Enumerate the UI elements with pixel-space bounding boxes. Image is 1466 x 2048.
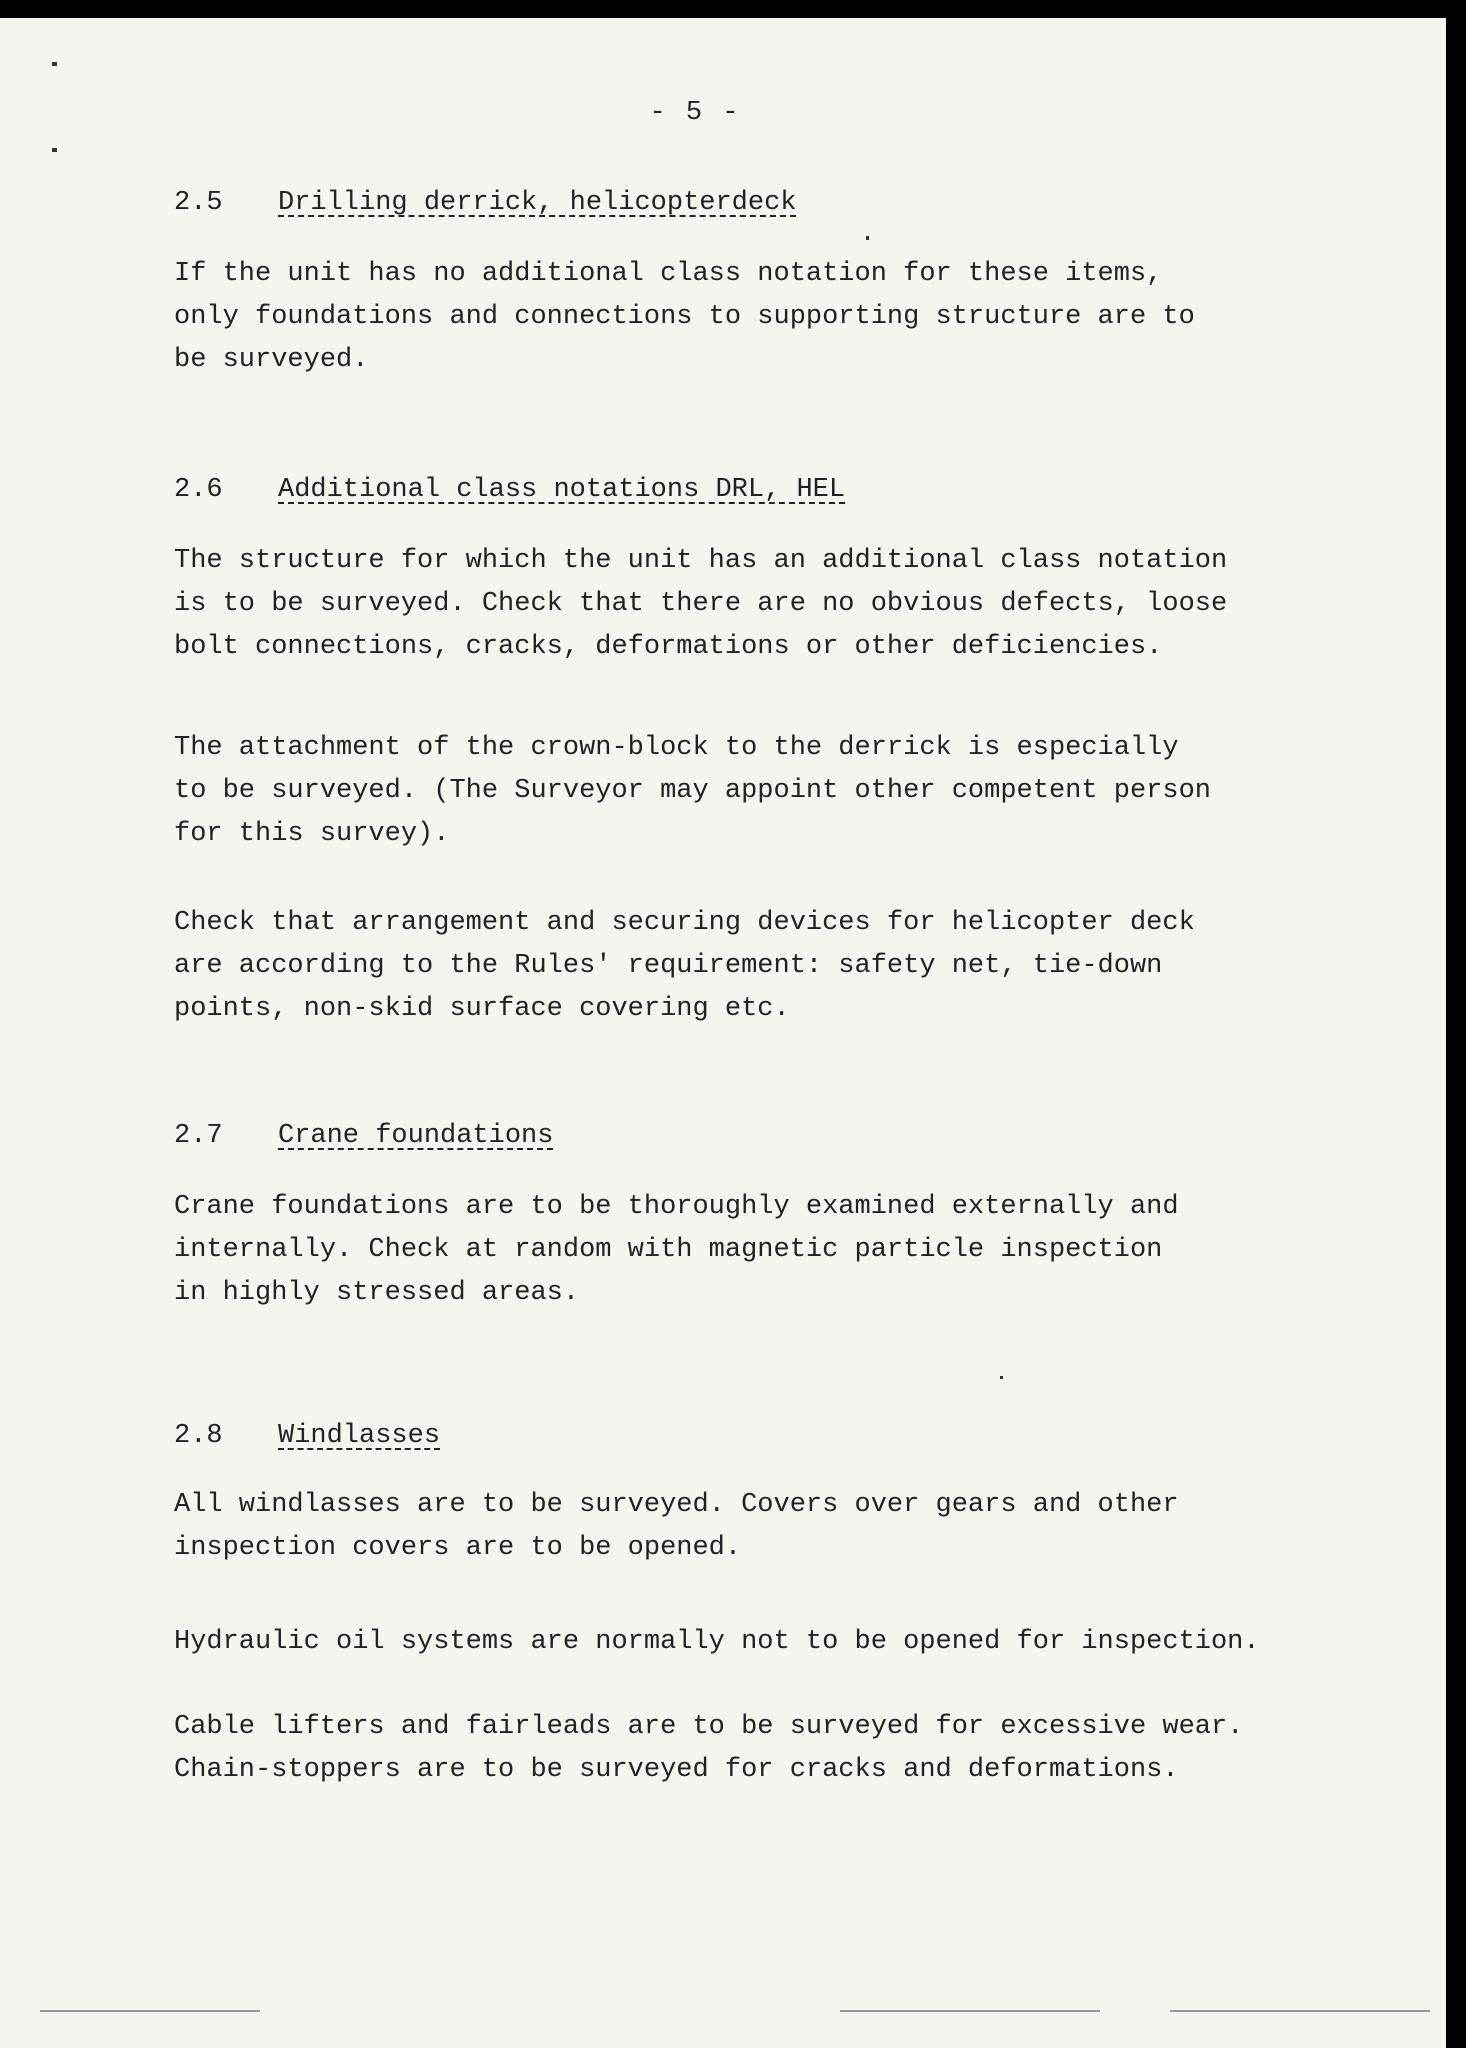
section-title: Crane foundations xyxy=(278,1121,554,1151)
page-bottom-rule xyxy=(1170,2010,1430,2012)
paragraph: The structure for which the unit has an additional class notation is to be surveyed. Check that there are no obvious defects, loose bolt connections, cracks, deformations or other deficiencies. xyxy=(174,546,1228,662)
section-number: 2.5 xyxy=(174,188,223,218)
paragraph: Crane foundations are to be thoroughly examined externally and internally. Check at random with magnetic particle inspection in highly stressed areas. xyxy=(174,1192,1179,1308)
paragraph: Hydraulic oil systems are normally not to be opened for inspection. xyxy=(174,1627,1260,1657)
scan-speck xyxy=(866,236,869,240)
page-bottom-rule xyxy=(840,2010,1100,2012)
paragraph: Check that arrangement and securing devices for helicopter deck are according to the Rules' requirement: safety net, tie-down points, non-skid surface covering etc. xyxy=(174,908,1195,1024)
paragraph: The attachment of the crown-block to the derrick is especially to be surveyed. (The Surveyor may appoint other competent person for this survey). xyxy=(174,733,1211,849)
section-heading xyxy=(174,1121,553,1151)
section-number: 2.8 xyxy=(174,1421,223,1451)
section-number: 2.7 xyxy=(174,1121,223,1151)
section-heading xyxy=(174,1421,440,1451)
paragraph: All windlasses are to be surveyed. Covers over gears and other inspection covers are to be opened. xyxy=(174,1490,1179,1563)
paragraph: If the unit has no additional class notation for these items, only foundations and connections to supporting structure are to be surveyed. xyxy=(174,259,1195,375)
paragraph: Cable lifters and fairleads are to be surveyed for excessive wear. Chain-stoppers are to be surveyed for cracks and deformations. xyxy=(174,1712,1244,1785)
page-bottom-rule xyxy=(40,2010,260,2012)
section-title: Windlasses xyxy=(278,1421,441,1451)
section-title: Drilling derrick, helicopterdeck xyxy=(278,188,797,218)
page-number: - 5 - xyxy=(649,98,741,128)
scan-speck xyxy=(52,62,57,66)
section-number: 2.6 xyxy=(174,475,223,505)
section-heading xyxy=(174,188,796,218)
scan-speck xyxy=(52,148,57,152)
document-page xyxy=(0,18,1446,2048)
scan-speck xyxy=(1000,1376,1003,1379)
section-title: Additional class notations DRL, HEL xyxy=(278,475,846,505)
section-heading xyxy=(174,475,845,505)
